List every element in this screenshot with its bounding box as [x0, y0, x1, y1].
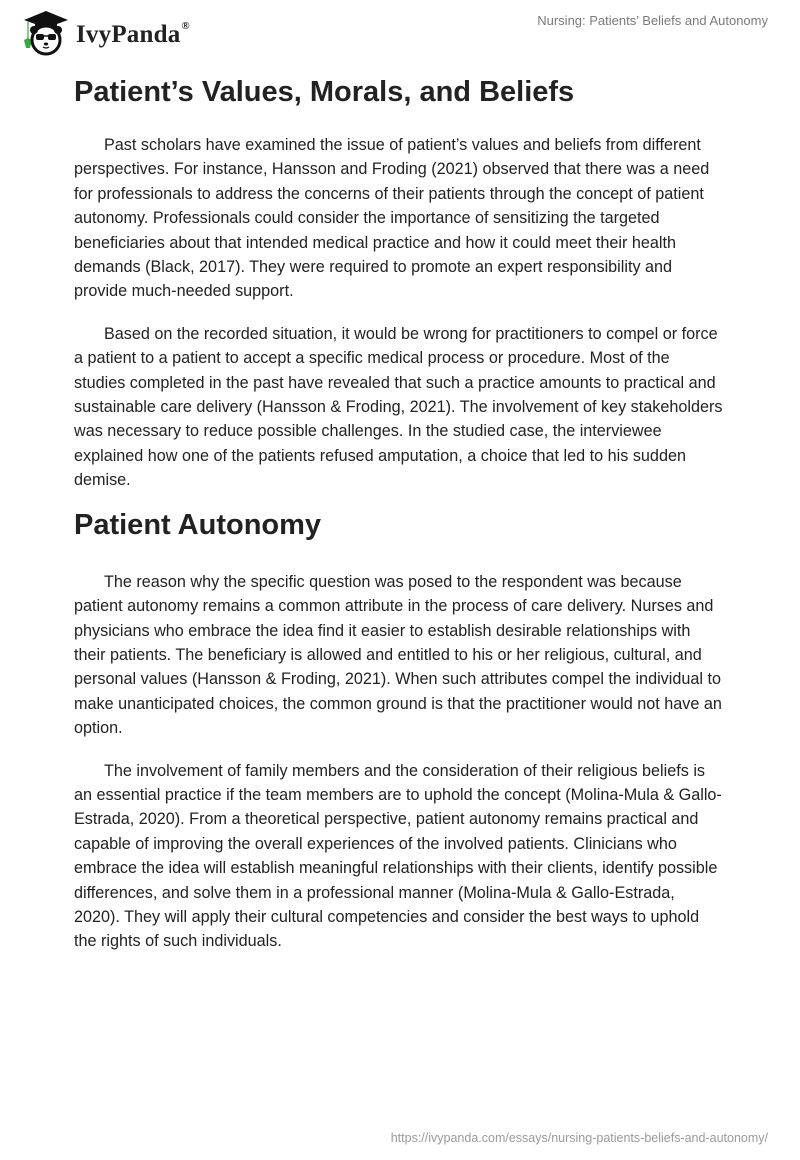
paragraph: Past scholars have examined the issue of patient’s values and beliefs from different perspectives. For instance, Hansson and Froding (2021) observed that there was a need for professionals to address the concerns of their patients through the concept of patient autonomy. Professionals could consider the importance of sensitizing the targeted beneficiaries about that intended medical practice and how it could meet their health demands (Black, 2017). They were required to promote an expert responsibility and provide much-needed support.	[74, 136, 710, 301]
panda-graduate-icon	[18, 8, 74, 56]
paragraph: The involvement of family members and the consideration of their religious beliefs is an essential practice if the team members are to uphold the concept (Molina-Mula & Gallo-Estrada, 2020). From a theoretical perspective, patient autonomy remains practical and capable of improving the overall experiences of the involved patients. Clinicians who embrace the idea will establish meaningful relationships with their clients, identify possible differences, and solve them in a professional manner (Molina-Mula & Gallo-Estrada, 2020). They will apply their cultural competencies and consider the best ways to uphold the rights of such individuals.	[74, 761, 722, 951]
registered-mark: ®	[181, 19, 190, 32]
ivypanda-logo[interactable]	[18, 8, 190, 56]
page-header	[0, 0, 800, 60]
section-heading-autonomy: Patient Autonomy	[74, 508, 322, 541]
section-heading-values: Patient’s Values, Morals, and Beliefs	[74, 76, 575, 108]
document-title: Nursing: Patients’ Beliefs and Autonomy	[537, 13, 768, 28]
logo-text: IvyPanda®	[76, 19, 190, 48]
paragraph: Based on the recorded situation, it would be wrong for practitioners to compel or force a patient to a patient to accept a specific medical process or procedure. Most of the studies completed in the past have revealed that such a practice amounts to practical and sustainable care delivery (Hansson & Froding, 2021). The involvement of key stakeholders was necessary to reduce possible challenges. In the studied case, the interviewee explained how one of the patients refused amputation, a choice that led to his sudden demise.	[74, 324, 723, 490]
article-body	[74, 72, 724, 954]
paragraph: The reason why the specific question was posed to the respondent was because patient autonomy remains a common attribute in the process of care delivery. Nurses and physicians who embrace the idea find it easier to establish desirable relationships with their patients. The beneficiary is allowed and entitled to his or her religious, cultural, and personal values (Hansson & Froding, 2021). When such attributes compel the individual to make unanticipated choices, the common ground is that the practitioner would not have an option.	[74, 572, 722, 738]
source-url-link[interactable]: https://ivypanda.com/essays/nursing-patients-beliefs-and-autonomy/	[390, 1131, 768, 1145]
